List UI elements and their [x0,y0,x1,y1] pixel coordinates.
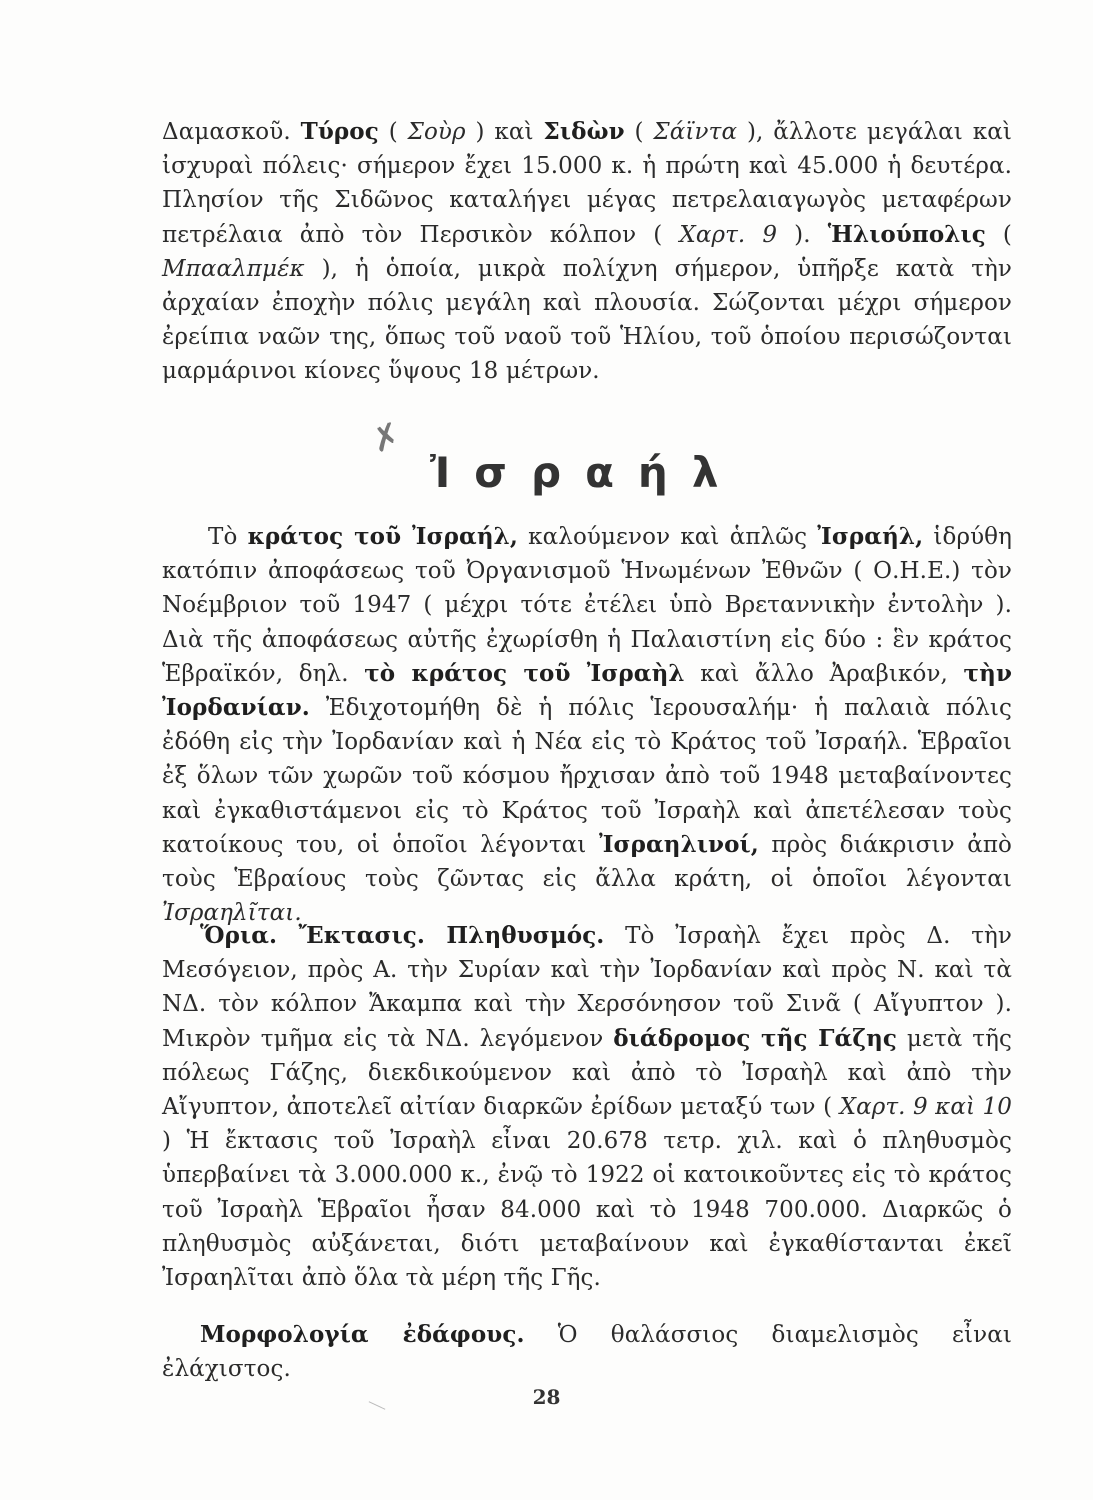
italic-term-baalbek: Μπααλπμέκ [162,255,305,282]
text-span: Τὸ Ἰσραὴλ ἔχει πρὸς Δ. τὴν Μεσόγειον, πρὸς Α. τὴν Συρίαν καὶ τὴν Ἰορδανίαν καὶ πρὸς Ν. καὶ τὰ ΝΔ. τὸν κόλπον Ἄκαμπα καὶ τὴν Χερσόνησον τοῦ Σινᾶ ( Αἴγυπτον ). Μικρὸν τμῆμα εἰς τὰ ΝΔ. λεγόμενον [162,923,1012,1052]
text-span: Δαμασκοῦ. [162,119,301,145]
text-span: καὶ ἄλλο Ἀραβικόν, [684,660,964,687]
bold-term-israelis: Ἰσραηλινοί, [598,830,759,858]
text-span: Ὁ θαλάσσιος διαμελισμὸς εἶναι ἐλάχιστος. [162,1322,1013,1383]
bold-term-jordan: τὴν Ἰορδανίαν. [162,659,1013,722]
subsection-title-morphology: Μορφολογία ἐδάφους. [200,1321,525,1348]
subsection-title-borders: Ὅρια. Ἔκτασις. Πληθυσμός. [200,922,605,949]
text-span: πρὸς διάκρισιν ἀπὸ τοὺς Ἑβραίους τοὺς ζῶντας εἰς ἄλλα κράτη, οἱ ὁποῖοι λέγονται [162,831,1012,893]
bold-term-state-of-israel-2: τὸ κράτος τοῦ Ἰσραὴλ [364,659,685,687]
text-span: Τὸ [208,524,248,550]
italic-term-israelites: Ἰσραηλῖται. [162,900,302,927]
paragraph-borders-area-population [162,919,1012,1295]
text-span: ( [985,221,1012,248]
section-heading-israel: Ἰσραήλ [430,448,743,497]
text-span: ( [378,119,408,145]
page-number: 28 [532,1385,561,1409]
text-span: ) Ἡ ἔκτασις τοῦ Ἰσραὴλ εἶναι 20.678 τετρ. χιλ. καὶ ὁ πληθυσμὸς ὑπερβαίνει τὰ 3.000.000 κ., ἐνῷ τὸ 1922 οἱ κατοικοῦντες εἰς τὸ κράτος τοῦ Ἰσραὴλ Ἑβραῖοι ἦσαν 84.000 καὶ τὸ 1948 700.000. Διαρκῶς ὁ πληθυσμὸς αὐξάνεται, διότι μεταβαίνουν καὶ ἐγκαθίστανται ἐκεῖ Ἰσραηλῖται ἀπὸ ὅλα τὰ μέρη τῆς Γῆς. [162,1128,1012,1292]
text-span: ), ἄλλοτε μεγάλαι καὶ ἰσχυραὶ πόλεις· σήμερον ἔχει 15.000 κ. ἡ πρώτη καὶ 45.000 ἡ δευτέρα. Πλησίον τῆς Σιδῶνος καταλήγει μέγας πετρελαιαγωγὸς μεταφέρων πετρέλαια ἀπὸ τὸν Περσικὸν κόλπον ( [162,119,1012,248]
paragraph-damascus-cities [162,115,1012,389]
paragraph-israel-founding [162,520,1012,930]
italic-term-sour: Σοὺρ [407,119,466,145]
text-span: ἱδρύθη κατόπιν ἀποφάσεως τοῦ Ὀργανισμοῦ Ἡνωμένων Ἐθνῶν ( Ο.Η.Ε.) τὸν Νοέμβριον τοῦ 1947 ( μέχρι τότε ἐτέλει ὑπὸ Βρεταννικὴν ἐντολὴν ). Διὰ τῆς ἀποφάσεως αὐτῆς ἐχωρίσθη ἡ Παλαιστίνη εἰς δύο : ἓν κράτος Ἑβραϊκόν, δηλ. [162,524,1012,687]
paragraph-morphology [162,1318,1012,1386]
bold-term-sidon: Σιδὼν [543,118,625,145]
text-span: ). [777,221,828,248]
italic-term-saida: Σάϊντα [653,119,738,145]
text-span: καλούμενον καὶ ἁπλῶς [518,524,818,550]
bold-term-heliopolis: Ἡλιούπολις [827,220,986,248]
bold-term-state-of-israel: κράτος τοῦ Ἰσραήλ, [247,523,518,550]
bold-term-israel: Ἰσραήλ, [817,523,924,550]
text-span: ) καὶ [465,119,544,145]
text-span: ( [624,119,654,145]
text-span: ), ἡ ὁποία, μικρὰ πολίχνη σήμερον, ὑπῆρξε κατὰ τὴν ἀρχαίαν ἐποχὴν πόλις μεγάλη καὶ πλουσία. Σώζονται μέχρι σήμερον ἐρείπια ναῶν της, ὅπως τοῦ ναοῦ τοῦ Ἡλίου, τοῦ ὁποίου περισώζονται μαρμάρινοι κίονες ὕψους 18 μέτρων. [162,255,1012,385]
bold-term-gaza-strip: διάδρομος τῆς Γάζης [613,1024,898,1052]
map-reference: Χαρτ. 9 [679,221,778,248]
map-reference: Χαρτ. 9 καὶ 10 [839,1094,1013,1121]
text-span: μετὰ τῆς πόλεως Γάζης, διεκδικούμενον καὶ ἀπὸ τὸ Ἰσραὴλ καὶ ἀπὸ τὴν Αἴγυπτον, ἀποτελεῖ αἰτίαν διαρκῶν ἐρίδων μεταξύ των ( [162,1025,1012,1121]
handwritten-margin-mark: ✗ [366,414,407,462]
bold-term-tyre: Τύρος [300,118,379,145]
text-span: Ἐδιχοτομήθη δὲ ἡ πόλις Ἱερουσαλήμ· ἡ παλαιὰ πόλις ἐδόθη εἰς τὴν Ἰορδανίαν καὶ ἡ Νέα εἰς τὸ Κράτος τοῦ Ἰσραήλ. Ἑβραῖοι ἐξ ὅλων τῶν χωρῶν τοῦ κόσμου ἤρχισαν ἀπὸ τοῦ 1948 μεταβαίνοντες καὶ ἐγκαθιστάμενοι εἰς τὸ Κράτος τοῦ Ἰσραὴλ καὶ ἀπετέλεσαν τοὺς κατοίκους του, οἱ ὁποῖοι λέγονται [162,695,1012,858]
